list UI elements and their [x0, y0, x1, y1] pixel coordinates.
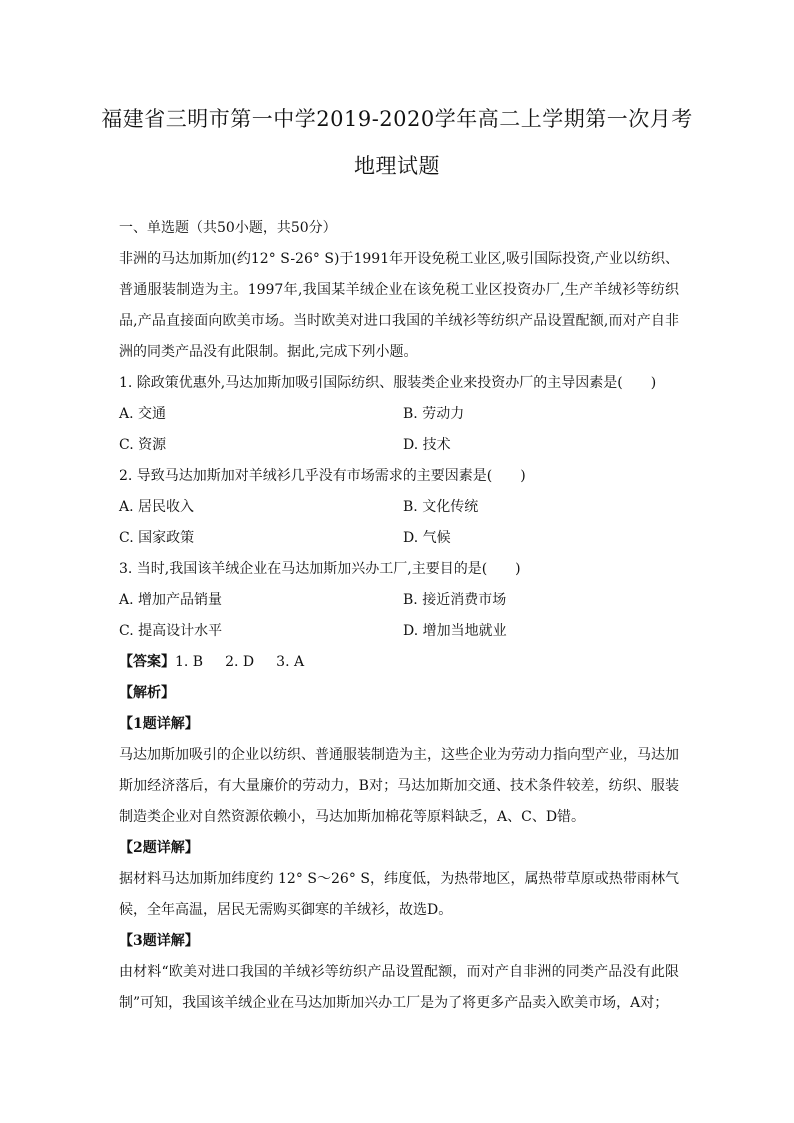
detail-2-label: 【2题详解】 — [119, 840, 199, 856]
option-a: A. 交通 — [119, 406, 167, 422]
section-heading: 一、单选题（共50小题，共50分） — [119, 220, 337, 236]
option-a: A. 居民收入 — [119, 499, 195, 515]
detail-2-text: 据材料马达加斯加纬度约 12° S～26° S，纬度低，为热带地区，属热带草原或热带雨林气候，全年高温，居民无需购买御寒的羊绒衫，故选D。 — [119, 871, 679, 918]
question-2-options-row-2 — [119, 523, 679, 554]
question-1-stem: 1. 除政策优惠外,马达加斯加吸引国际纺织、服装类企业来投资办厂的主导因素是( ) — [119, 375, 657, 391]
option-d: D. 增加当地就业 — [403, 623, 507, 639]
option-c: C. 国家政策 — [119, 530, 195, 546]
option-d: D. 气候 — [403, 530, 451, 546]
detail-1-label: 【1题详解】 — [119, 716, 199, 732]
question-1-options-row-2 — [119, 430, 679, 461]
question-3-options-row-2 — [119, 616, 679, 647]
question-2-options-row-1 — [119, 492, 679, 523]
option-d: D. 技术 — [403, 437, 451, 453]
option-c: C. 资源 — [119, 437, 167, 453]
answer-item: 3. A — [276, 654, 305, 670]
analysis-label: 【解析】 — [119, 685, 175, 701]
answer-label: 【答案】 — [119, 654, 175, 670]
question-3-options-row-1 — [119, 585, 679, 616]
option-b: B. 劳动力 — [403, 406, 465, 422]
answer-line — [119, 647, 679, 678]
option-b: B. 文化传统 — [403, 499, 479, 515]
answer-item: 2. D — [225, 654, 255, 670]
option-a: A. 增加产品销量 — [119, 592, 223, 608]
reading-passage: 非洲的马达加斯加(约12° S-26° S)于1991年开设免税工业区,吸引国际投资,产业以纺织、普通服装制造为主。1997年,我国某羊绒企业在该免税工业区投资办厂,生产羊绒衫等纺织品,产品直接面向欧美市场。当时欧美对进口我国的羊绒衫等纺织产品设置配额,而对产自非洲的同类产品没有此限制。据此,完成下列小题。 — [119, 251, 679, 360]
question-1-options-row-1 — [119, 399, 679, 430]
option-b: B. 接近消费市场 — [403, 592, 507, 608]
document-body — [119, 213, 679, 1019]
answer-item: 1. B — [175, 654, 204, 670]
document-title: 福建省三明市第一中学2019-2020学年高二上学期第一次月考 — [101, 107, 693, 131]
detail-1-text: 马达加斯加吸引的企业以纺织、普通服装制造为主，这些企业为劳动力指向型产业，马达加斯加经济落后，有大量廉价的劳动力，B对；马达加斯加交通、技术条件较差，纺织、服装制造类企业对自然资源依赖小，马达加斯加棉花等原料缺乏，A、C、D错。 — [119, 747, 679, 825]
question-3-stem: 3. 当时,我国该羊绒企业在马达加斯加兴办工厂,主要目的是( ) — [119, 561, 521, 577]
question-2-stem: 2. 导致马达加斯加对羊绒衫几乎没有市场需求的主要因素是( ) — [119, 468, 526, 484]
detail-3-label: 【3题详解】 — [119, 933, 199, 949]
detail-3-text: 由材料“欧美对进口我国的羊绒衫等纺织产品设置配额，而对产自非洲的同类产品没有此限制”可知，我国该羊绒企业在马达加斯加兴办工厂是为了将更多产品卖入欧美市场，A对； — [119, 964, 679, 1011]
option-c: C. 提高设计水平 — [119, 623, 223, 639]
document-subtitle: 地理试题 — [354, 154, 440, 178]
